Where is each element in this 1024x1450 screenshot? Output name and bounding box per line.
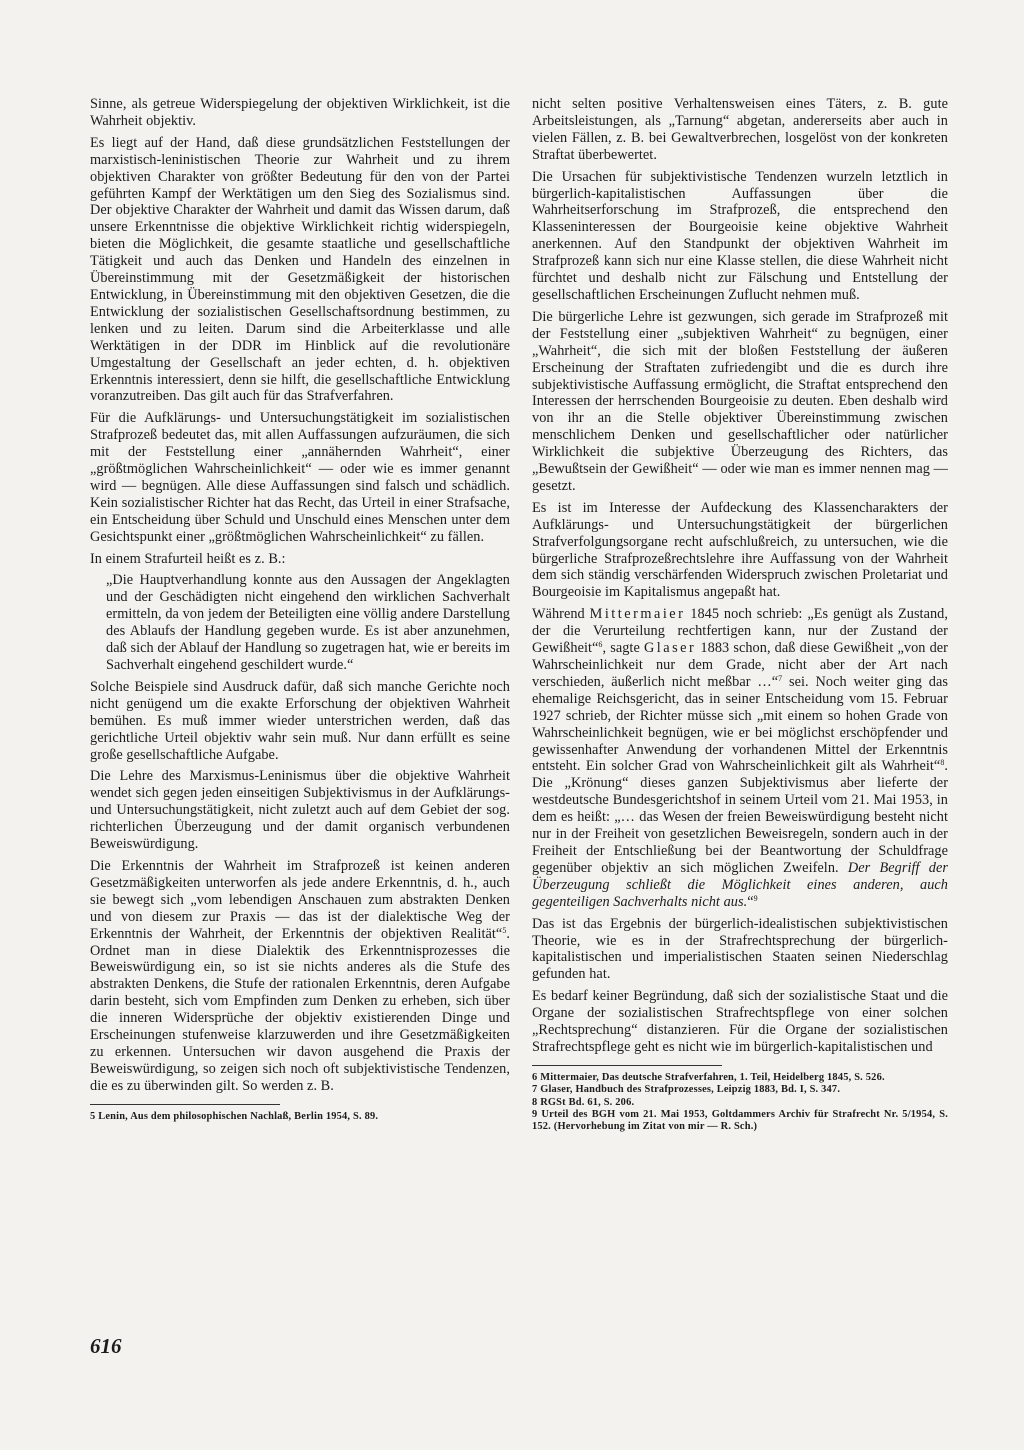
paragraph: Es liegt auf der Hand, daß diese grundsätzlichen Feststellungen der marxistisch-leninistischen Theorie zur Wahrheit und zu ihrem objektiven Charakter von größter Bedeutung für den von der Partei geführten Kampf der Werktätigen um den Sieg des Sozialismus sind. Der objektive Charakter der Wahrheit und damit das Wissen darum, daß unsere Erkenntnisse die objektive Wirklichkeit richtig widerspiegeln, bieten die Möglichkeit, die gesamte staatliche und gesellschaftliche Tätigkeit und auch das Denken und Handeln des einzelnen in Übereinstimmung mit der Gesetzmäßigkeit der historischen Entwicklung, in Übereinstimmung mit den objektiven Gesetzen, die die Entwicklung der sozialistischen Gesellschaftsordnung bestimmen, zu lenken und zu leiten. Darum sind die Arbeiterklasse und alle Werktätigen in der DDR im Hinblick auf die revolutionäre Umgestaltung der Gesellschaft an jeder echten, d. h. objektiven Erkenntnis interessiert, denn sie hilft, die gesellschaftliche Entwicklung voranzutreiben. Das gilt auch für das Strafverfahren. [90,134,510,405]
footnote-ref: 6 [598,640,603,650]
footnote-ref: 7 [778,673,783,683]
paragraph-text: “ [747,893,754,910]
paragraph-text: . Die „Krönung“ dieses ganzen Subjektivismus aber lieferte der westdeutsche Bundesgerichtshof in seinem Urteil vom 21. Mai 1953, in dem es heißt: „… das Wesen der freien Beweiswürdigung besteht nicht nur in der Freiheit von gesetzlichen Beweisregeln, sondern auch in der Freiheit der Entschließung bei der Beantwortung der Schuldfrage gegenüber objektiv an sich möglichen Zweifeln. [532,758,948,876]
footnote-ref: 9 [753,893,758,903]
author-name: Glaser [643,640,697,657]
paragraph-text: sei. Noch weiter ging das ehemalige Reichsgericht, das in seiner Entscheidung vom 15. Februar 1927 schrieb, der Richter müsse sich „mit einem so hohen Grade von Wahrscheinlichkeit begnügen, wie er bei möglichst erschöpfender und gewissenhafter Anwendung der vorhandenen Mittel der Erkenntnis entsteht. Ein solcher Grad von Wahrscheinlichkeit gilt als Wahrheit“ [532,673,948,775]
footnote: 6 Mittermaier, Das deutsche Strafverfahren, 1. Teil, Heidelberg 1845, S. 526. [532,1071,885,1083]
footnote-ref: 5 [502,925,507,935]
footnote-ref: 8 [940,758,945,768]
paragraph: Die Lehre des Marxismus-Leninismus über die objektive Wahrheit wendet sich gegen jeden einseitigen Subjektivismus in der Aufklärungs- und Untersuchungstätigkeit, nicht zuletzt auch auf dem Gebiet der sog. richterlichen Überzeugung und der damit organisch verbundenen Beweiswürdigung. [90,768,510,853]
right-column [532,96,948,1134]
paragraph: Die bürgerliche Lehre ist gezwungen, sich gerade im Strafprozeß mit der Feststellung einer „subjektiven Wahrheit“ zu begnügen, einer „Wahrheit“, die sich mit der bloßen Feststellung der äußeren Erscheinung der Straftaten zufriedengibt und die es durch ihre subjektivistische Auffassung ermöglicht, die Straftat entsprechend den Interessen der herrschenden Bourgeoisie zu deuten. Eben deshalb wird von ihr an die Stelle objektiver Übereinstimmung zwischen menschlichem Denken und gesellschaftlicher oder natürlicher Wirklichkeit die subjektive Überzeugung des Richters, das „Bewußtsein der Gewißheit“ — oder wie man es immer nennen mag — gesetzt. [532,308,948,494]
paragraph: Für die Aufklärungs- und Untersuchungstätigkeit im sozialistischen Strafprozeß bedeutet das, mit allen Auffassungen aufzuräumen, die sich mit der Feststellung einer „annähernden Wahrheit“, einer „größtmöglichen Wahrscheinlichkeit“ — oder wie es immer genannt wird — begnügen. Alle diese Auffassungen sind falsch und schädlich. Kein sozialistischer Richter hat das Recht, das Urteil in einer Strafsache, ein Entscheidung über Schuld und Unschuld eines Menschen unter dem Gesichtspunkt einer „größtmöglichen Wahrscheinlichkeit“ zu fällen. [90,410,510,545]
footnote-divider [90,1104,280,1105]
paragraph: nicht selten positive Verhaltensweisen eines Täters, z. B. gute Arbeitsleistungen, als „Tarnung“ abgetan, andererseits aber auch in vielen Fällen, z. B. bei Gewaltverbrechen, losgelöst von der konkreten Straftat überbewertet. [532,96,948,163]
page-number: 616 [90,1334,122,1358]
paragraph: Es ist im Interesse der Aufdeckung des Klassencharakters der Aufklärungs- und Untersuchungstätigkeit der bürgerlichen Strafverfolgungsorgane recht aufschlußreich, zu untersuchen, wie die bürgerliche Strafprozeßrechtslehre ihre Auffassung von der Wahrheit dem sich ständig verschärfenden Widerspruch zwischen Proletariat und Bourgeoisie im Kapitalismus angepaßt hat. [532,499,948,601]
left-column [90,96,510,1123]
footnote: 8 RGSt Bd. 61, S. 206. [532,1096,635,1108]
footnote-divider [532,1065,722,1066]
paragraph: Es bedarf keiner Begründung, daß sich der sozialistische Staat und die Organe der sozialistischen Strafrechtspflege von einer solchen „Rechtsprechung“ distanzieren. Für die Organe der sozialistischen Strafrechtspflege geht es nicht wie im bürgerlich-kapitalistischen und [532,988,948,1055]
footnote: 9 Urteil des BGH vom 21. Mai 1953, Goltdammers Archiv für Strafrecht Nr. 5/1954, S. 152. (Hervorhebung im Zitat von mir — R. Sch.) [532,1109,948,1133]
footnote: 5 Lenin, Aus dem philosophischen Nachlaß, Berlin 1954, S. 89. [90,1110,379,1122]
paragraph-text: , sagte [602,640,644,657]
paragraph-text: 1845 noch schrieb: „Es genügt als Zustand, der die Verurteilung rechtfertigen kann, nur der Zustand der Gewißheit“ [532,606,948,657]
author-name: Mittermaier [589,606,686,623]
footnote: 7 Glaser, Handbuch des Strafprozesses, Leipzig 1883, Bd. I, S. 347. [532,1084,841,1096]
paragraph-text: Während [532,606,590,623]
paragraph-text: Die Erkenntnis der Wahrheit im Strafprozeß ist keinen anderen Gesetzmäßigkeiten unterworfen als jede andere Erkenntnis, d. h., auch sie bewegt sich „vom lebendigen Anschauen zum abstrakten Denken und von diesem zur Praxis — das ist der dialektische Weg der Erkenntnis der Wahrheit, der Erkenntnis der objektiven Realität“ [90,857,510,942]
block-quote: „Die Hauptverhandlung konnte aus den Aussagen der Angeklagten und der Geschädigten nicht eingehend den wirklichen Sachverhalt ermitteln, da von jedem der Beteiligten eine völlig andere Darstellung des Ablaufs der Handlung gegeben wurde. Es ist aber anzunehmen, daß sich der Ablauf der Handlung so zugetragen hat, wie er bereits im Sachverhalt eingehend geschildert wurde.“ [106,572,510,673]
paragraph [90,858,510,1095]
paragraph-text: . Ordnet man in diese Dialektik des Erkenntnisprozesses die Beweiswürdigung ein, so ist sie nichts anderes als die Stufe des abstrakten Denkens, die Stufe der rationalen Erkenntnis, deren Aufgabe darin besteht, sich vom Empfinden zum Denken zu erheben, sich über die inneren Widersprüche der objektiv existierenden Dinge und Erscheinungen stufenweise klarzuwerden und ihre Gesetzmäßigkeiten zu erkennen. Untersuchen wir davon ausgehend die Praxis der Beweiswürdigung, so zeigen sich noch oft subjektivistische Tendenzen, die es zu überwinden gilt. So werden z. B. [90,925,510,1094]
paragraph: In einem Strafurteil heißt es z. B.: [90,550,286,567]
paragraph: Das ist das Ergebnis der bürgerlich-idealistischen subjektivistischen Theorie, wie es in der Strafrechtsprechung der bürgerlich-kapitalistischen und imperialistischen Staaten seinen Niederschlag gefunden hat. [532,915,948,983]
paragraph-text: 1883 schon, daß diese Gewißheit „von der Wahrscheinlichkeit nur dem Grade, nicht aber der Art nach verschieden, äußerlich nicht meßbar …“ [532,640,948,690]
emphasized-text: Der Begriff der Überzeugung schließt die Möglichkeit eines anderen, auch gegenteiligen Sachverhalts nicht aus. [532,859,948,910]
paragraph: Solche Beispiele sind Ausdruck dafür, daß sich manche Gerichte noch nicht genügend um die exakte Erforschung der objektiven Wahrheit bemühen. Es muß immer wieder unterstrichen werden, daß das gerichtliche Urteil objektiv wahr sein muß. Nur dann erfüllt es seine große gesellschaftliche Aufgabe. [90,678,510,763]
paragraph: Sinne, als getreue Widerspiegelung der objektiven Wirklichkeit, ist die Wahrheit objektiv. [90,96,510,129]
paragraph [532,606,948,910]
paragraph: Die Ursachen für subjektivistische Tendenzen wurzeln letztlich in bürgerlich-kapitalistischen Auffassungen über die Wahrheitserforschung im Strafprozeß, die entsprechend den Klasseninteressen der Bourgeoisie keine objektive Wahrheit anerkennen. Auf den Standpunkt der objektiven Wahrheit im Strafprozeß kann sich nur eine Klasse stellen, die diese Wahrheit nicht fürchtet und deshalb nicht zur Fälschung und Entstellung der gesellschaftlichen Erscheinungen Zuflucht nehmen muß. [532,168,948,303]
